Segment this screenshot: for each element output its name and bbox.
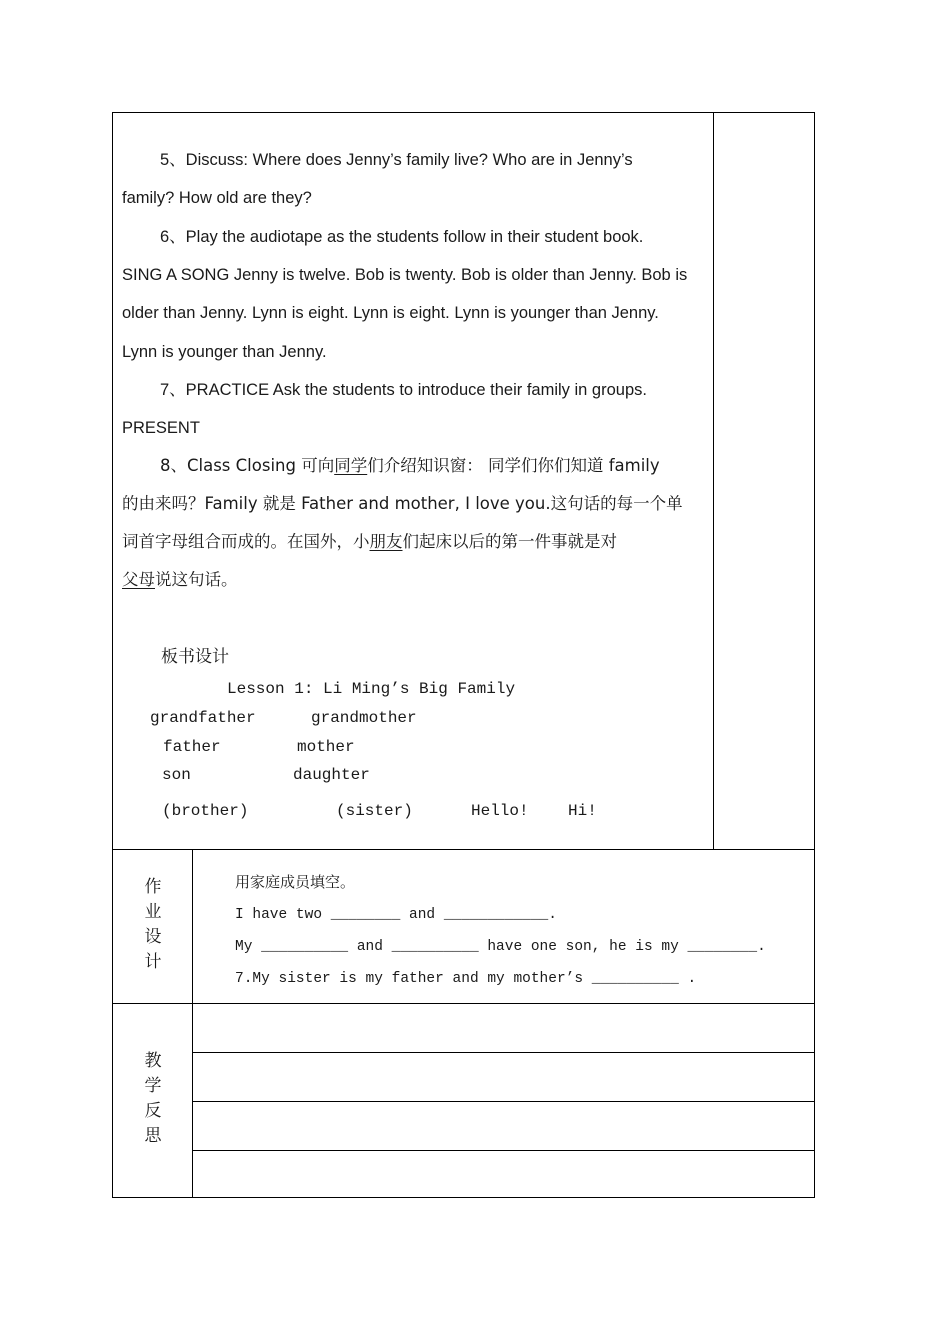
step-8-line-3 (122, 532, 617, 552)
reflection-label-char-1: 教 (144, 1051, 162, 1071)
board-father: father (163, 738, 221, 756)
step-8-underlined-pengyou: 朋友 (369, 532, 403, 551)
reflection-line-1 (192, 1052, 815, 1053)
step-5-line-2: family? How old are they? (122, 189, 312, 207)
step-6-line-3: older than Jenny. Lynn is eight. Lynn is eight. Lynn is younger than Jenny. (122, 304, 659, 322)
board-daughter: daughter (293, 766, 370, 784)
row-divider-reflection (112, 1003, 815, 1004)
step-8-underlined-tongxue: 同学 (334, 456, 368, 475)
board-brother: (brother) (162, 802, 249, 820)
homework-question-3: 7.My sister is my father and my mother’s __________ . (235, 971, 697, 987)
homework-question-2: My __________ and __________ have one son, he is my ________. (235, 939, 766, 955)
board-grandmother: grandmother (311, 709, 417, 727)
row-divider-homework (112, 849, 815, 850)
reflection-line-2 (192, 1101, 815, 1102)
homework-label-char-1: 作 (144, 877, 162, 897)
step-6-line-1: 6、Play the audiotape as the students follow in their student book. (160, 228, 644, 246)
homework-label (113, 875, 193, 975)
board-sister: (sister) (336, 802, 413, 820)
board-son: son (162, 766, 191, 784)
reflection-line-3 (192, 1150, 815, 1151)
step-8-line4-b: 说这句话。 (155, 570, 238, 589)
board-hello: Hello! (471, 802, 529, 820)
right-column-divider (713, 112, 714, 850)
homework-label-char-4: 计 (144, 952, 162, 972)
board-mother: mother (297, 738, 355, 756)
reflection-label (113, 1049, 193, 1149)
homework-label-char-3: 设 (144, 927, 162, 947)
step-7-line-1: 7、PRACTICE Ask the students to introduce their family in groups. (160, 381, 647, 399)
homework-intro: 用家庭成员填空。 (235, 873, 356, 891)
homework-question-1: I have two ________ and ____________. (235, 907, 557, 923)
step-8-line3-c: 们起床以后的第一件事就是对 (402, 532, 617, 551)
step-6-line-2: SING A SONG Jenny is twelve. Bob is twenty. Bob is older than Jenny. Bob is (122, 266, 688, 284)
step-8-line-1 (160, 456, 660, 476)
board-hi: Hi! (568, 802, 597, 820)
reflection-label-char-3: 反 (144, 1101, 162, 1121)
reflection-label-char-4: 思 (144, 1126, 162, 1146)
step-6-line-4: Lynn is younger than Jenny. (122, 343, 327, 361)
step-8-line-4 (122, 570, 238, 590)
step-8-text-a: 8、Class Closing 可向 (160, 456, 335, 475)
board-heading: 板书设计 (161, 647, 229, 667)
step-7-line-2: PRESENT (122, 419, 200, 437)
homework-label-char-2: 业 (144, 902, 162, 922)
board-grandfather: grandfather (150, 709, 256, 727)
step-8-underlined-fumu: 父母 (122, 570, 155, 589)
reflection-label-char-2: 学 (144, 1076, 162, 1096)
step-8-line3-a: 词首字母组合而成的。在国外，小 (122, 532, 370, 551)
step-5-line-1: 5、Discuss: Where does Jenny’s family live? Who are in Jenny’s (160, 151, 633, 169)
step-8-line-2: 的由来吗？Family 就是 Father and mother, I love you.这句话的每一个单 (122, 494, 683, 513)
board-title: Lesson 1: Li Ming’s Big Family (227, 680, 516, 698)
step-8-text-c: 们介绍知识窗： 同学们你们知道 family (367, 456, 660, 475)
